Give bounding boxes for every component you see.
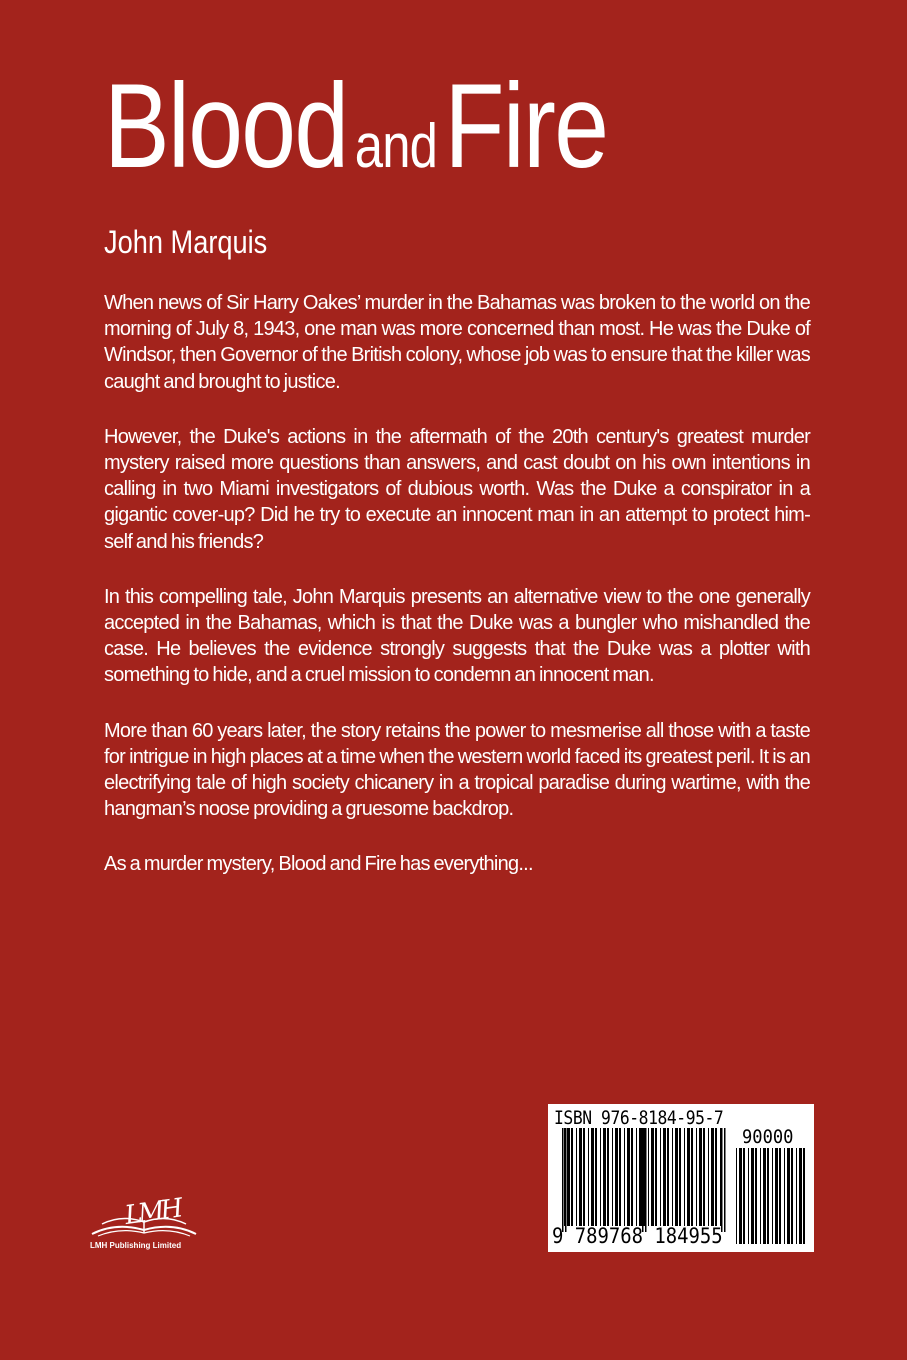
blurb-paragraph-1: When news of Sir Harry Oakes’ murder in the Bahamas was broken to the world on the morning of July 8, 1943, one man was more concerned than most. He was the Duke of Windsor, then Governor of the British colony, whose job was to ensure that the killer was caught and brought to justice.	[104, 292, 810, 393]
publisher-name: LMH Publishing Limited	[90, 1241, 182, 1250]
author-name: John Marquis	[104, 224, 268, 260]
isbn-barcode	[548, 1104, 814, 1252]
title-word-fire: Fire	[444, 59, 608, 193]
title-word-and: and	[354, 112, 438, 181]
ean-number: 9 789768 184955	[552, 1224, 723, 1248]
title-word-blood: Blood	[104, 59, 348, 193]
book-title	[104, 59, 608, 193]
isbn-label: ISBN 976-8184-95-7	[554, 1107, 724, 1129]
blurb-paragraph-4: More than 60 years later, the story retains the power to mesmerise all those with a taste for intrigue in high places at a time when the western world faced its greatest peril. It is an electrifying tale of high society chicanery in a tropical paradise during wartime, with the hangman’s noose providing a gruesome backdrop.	[104, 719, 810, 821]
blurb-paragraph-2: However, the Duke's actions in the aftermath of the 20th century's greatest murder mystery raised more questions than answers, and cast doubt on his own intentions in calling in two Miami investigators of dubious worth. Was the Duke a conspirator in a gigantic cover-up? Did he try to execute an innocent man in an attempt to protect him-self and his friends?	[104, 425, 810, 553]
blurb-paragraph-3: In this compelling tale, John Marquis presents an alternative view to the one generally accepted in the Bahamas, which is that the Duke was a bungler who mishandled the case. He believes the evidence strongly suggests that the Duke was a plotter with something to hide, and a cruel mission to condemn an innocent man.	[104, 585, 810, 687]
blurb	[104, 290, 810, 907]
addon-number: 90000	[742, 1126, 794, 1148]
blurb-paragraph-5: As a murder mystery, Blood and Fire has everything...	[104, 853, 533, 876]
publisher-monogram: LMH	[122, 1193, 182, 1232]
